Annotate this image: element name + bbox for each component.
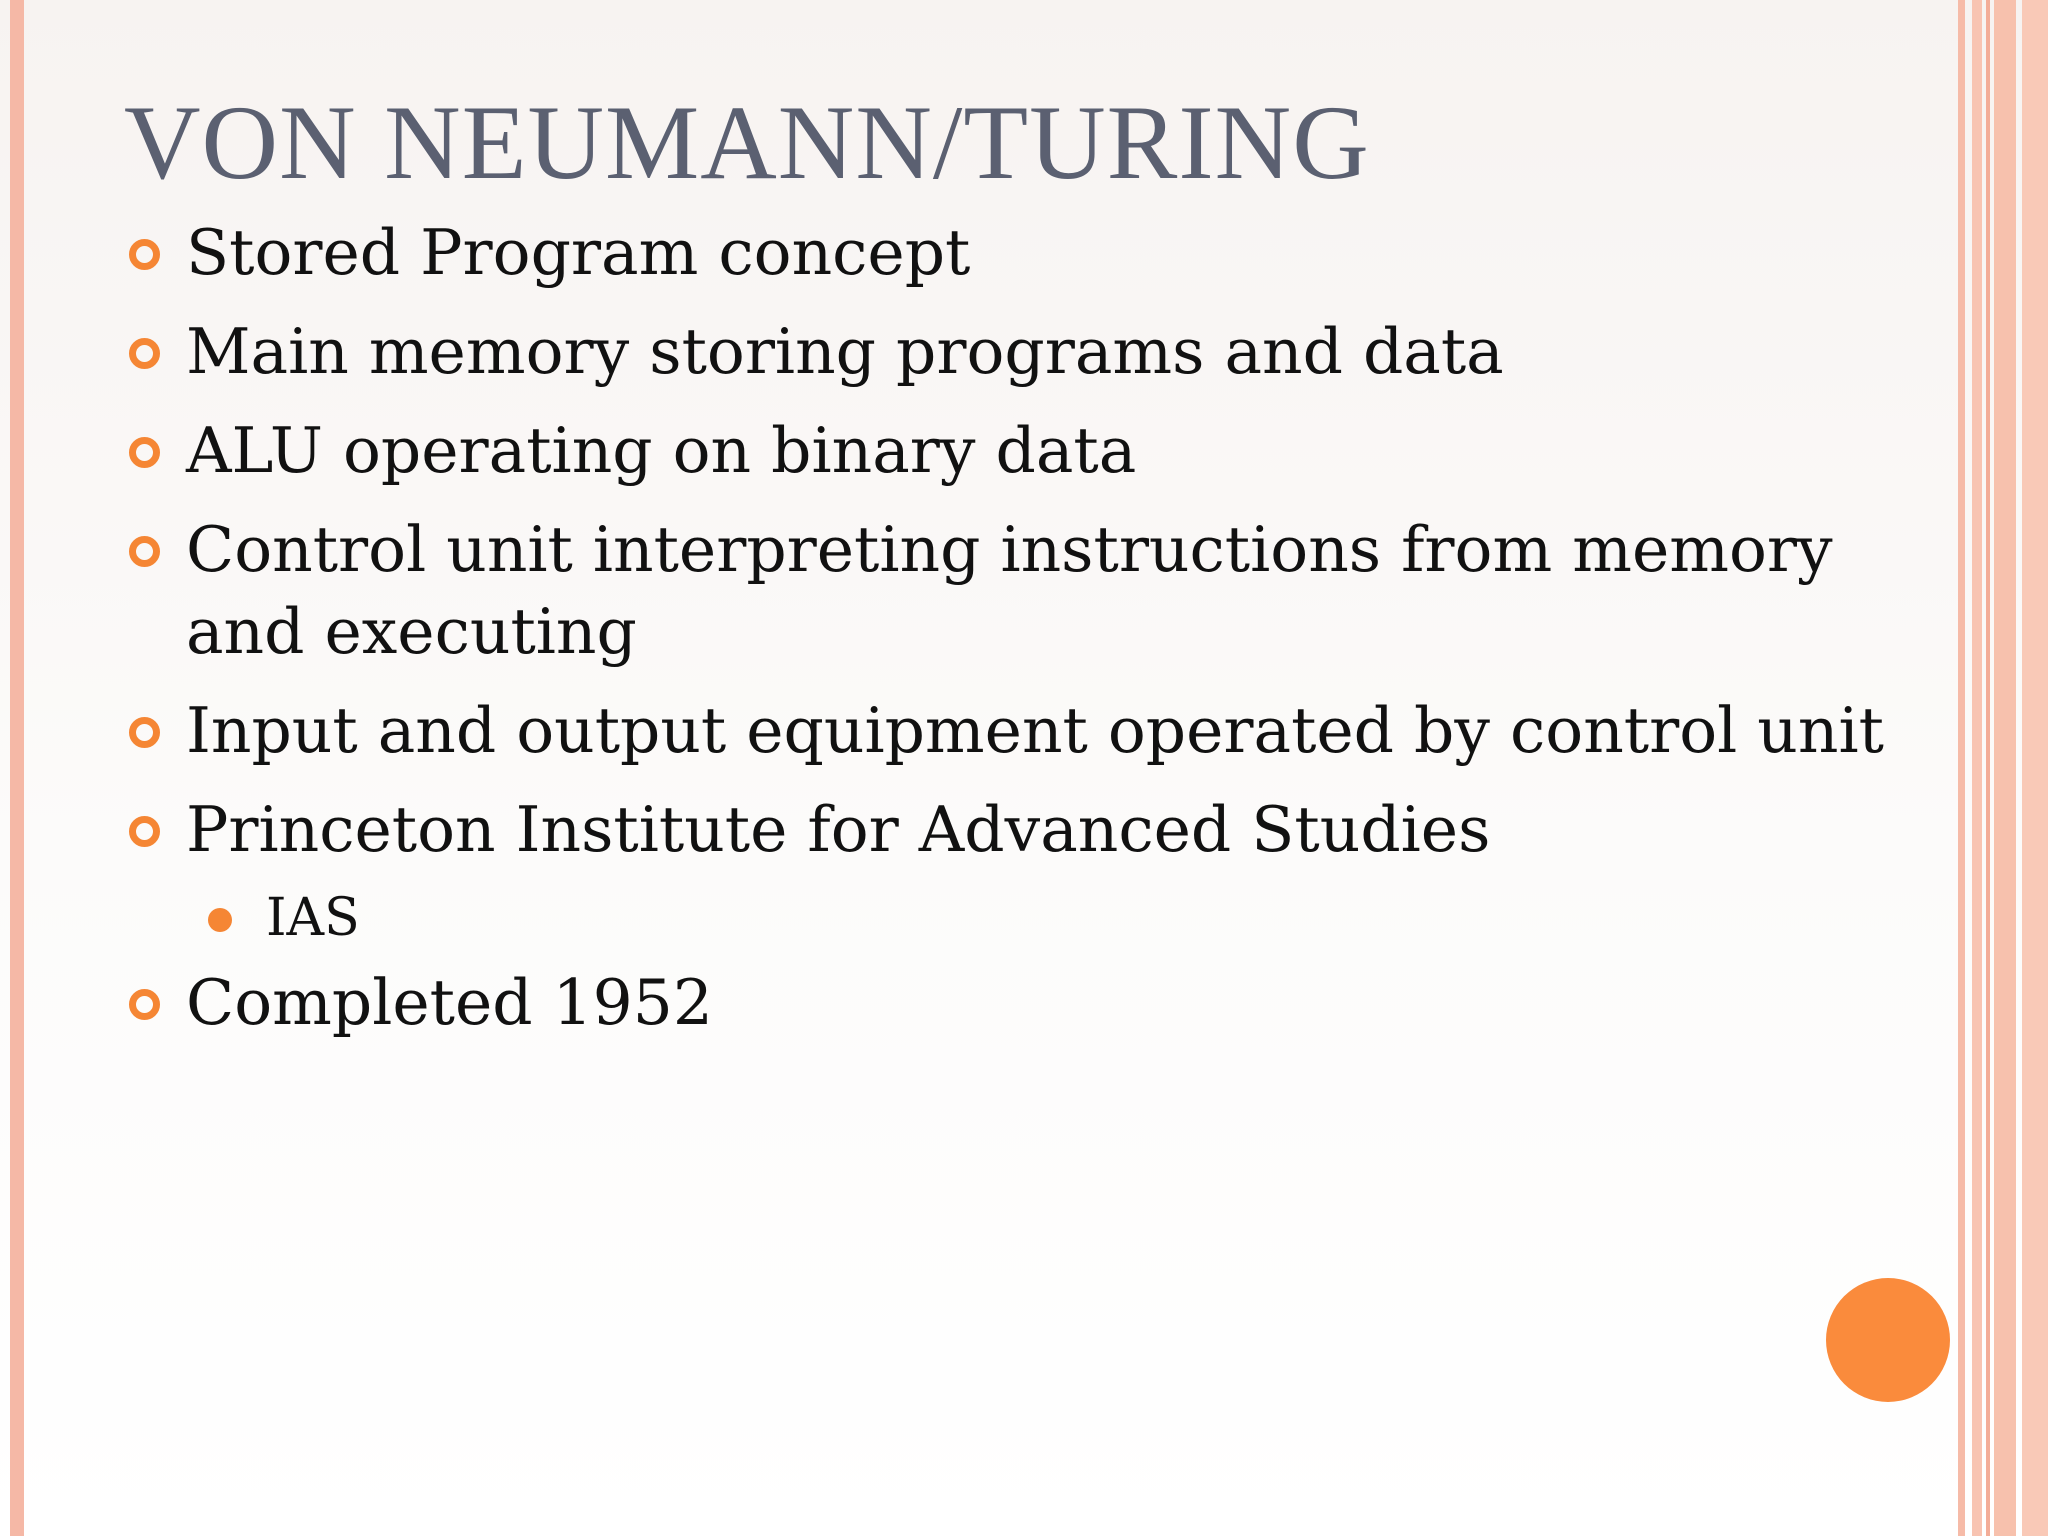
bullet-item (124, 311, 1924, 393)
bullet-text: Input and output equipment operated by control unit (186, 694, 1884, 767)
orange-circle-decoration (1826, 1278, 1950, 1402)
bullet-text: ALU operating on binary data (186, 414, 1137, 487)
ring-bullet-icon (129, 536, 160, 567)
ring-bullet-icon (129, 338, 160, 369)
sub-bullet-text: IAS (266, 888, 360, 948)
ring-bullet-icon (129, 989, 160, 1020)
bullet-text: Control unit interpreting instructions from memory and executing (186, 513, 1833, 668)
right-border-stripe (1958, 0, 1965, 1536)
bullet-text: Completed 1952 (186, 966, 713, 1039)
sub-bullet-item (124, 884, 1924, 952)
bullet-item (124, 410, 1924, 492)
right-border-stripe (1986, 0, 1990, 1536)
slide-title: VON NEUMANN/TURING (124, 84, 1370, 201)
bullet-item (124, 509, 1924, 673)
bullet-item (124, 690, 1924, 772)
left-border-stripe (10, 0, 24, 1536)
bullet-item (124, 962, 1924, 1044)
bullet-item (124, 789, 1924, 871)
ring-bullet-icon (129, 816, 160, 847)
bullet-item (124, 212, 1924, 294)
dot-bullet-icon (208, 908, 232, 932)
bullet-text: Stored Program concept (186, 216, 971, 289)
right-border-stripe (2022, 0, 2048, 1536)
bullet-text: Princeton Institute for Advanced Studies (186, 793, 1491, 866)
bullet-text: Main memory storing programs and data (186, 315, 1504, 388)
right-border-stripe (1994, 0, 2016, 1536)
ring-bullet-icon (129, 437, 160, 468)
ring-bullet-icon (129, 239, 160, 270)
ring-bullet-icon (129, 717, 160, 748)
right-border-stripe (1972, 0, 1982, 1536)
bullet-list (124, 212, 1924, 1061)
